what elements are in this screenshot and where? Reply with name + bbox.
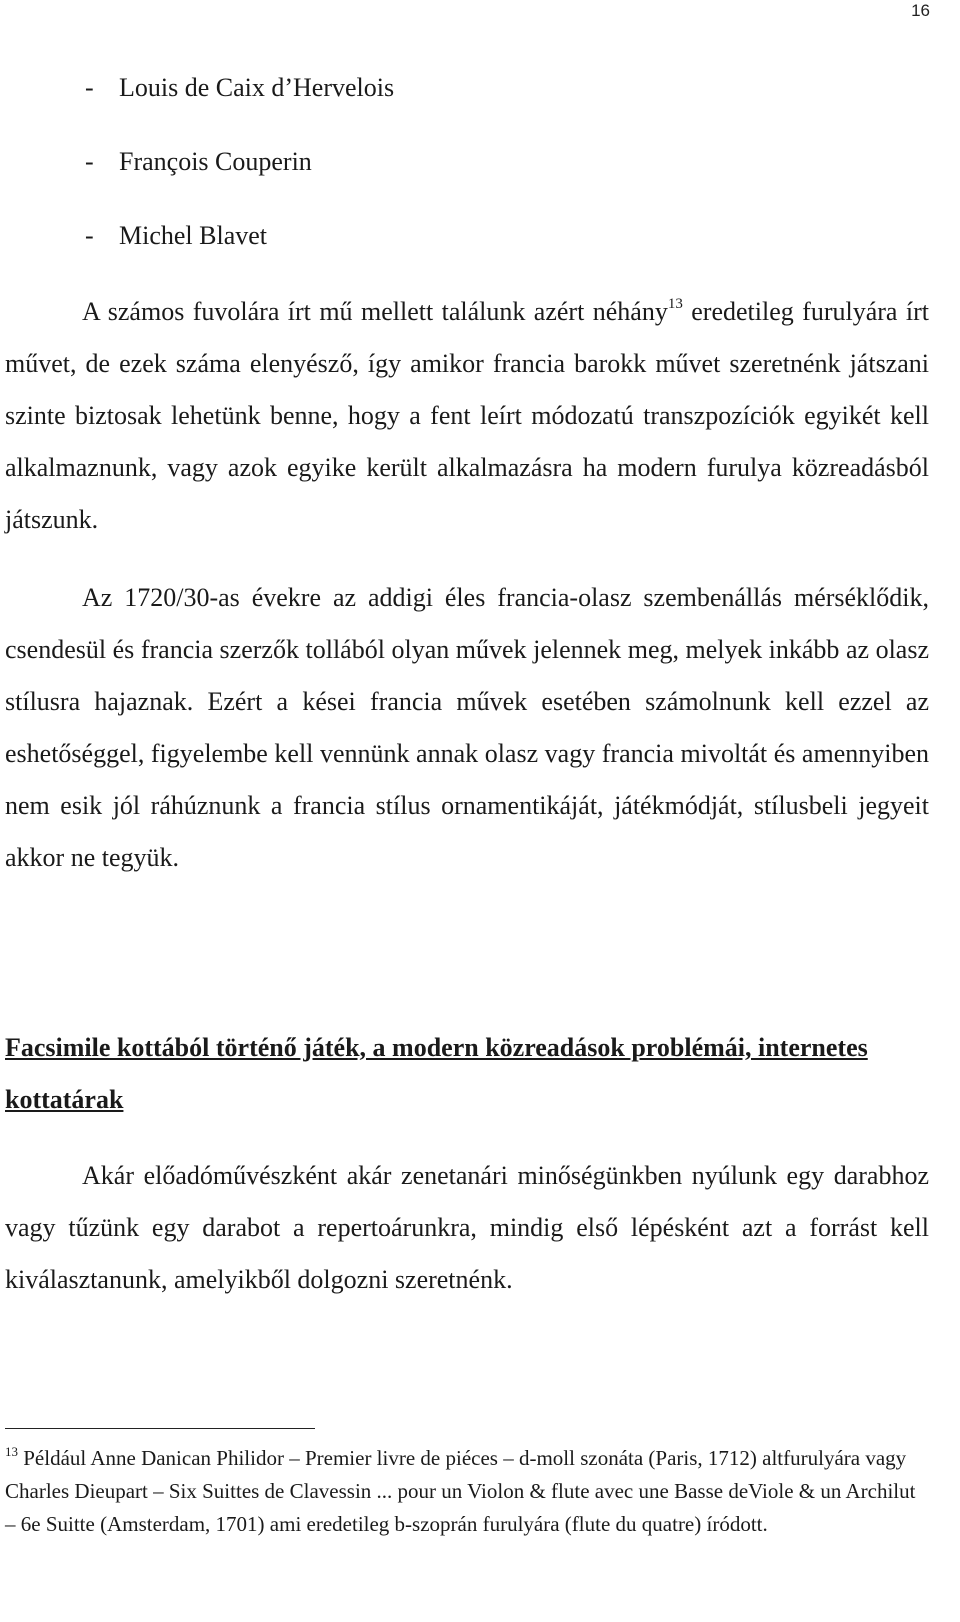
paragraph-2 [5, 572, 929, 884]
paragraph-3 [5, 1150, 929, 1306]
paragraph-text: Az 1720/30-as évekre az addigi éles francia-olasz szembenállás mérséklődik, csendesül és francia szerzők tollából olyan művek jelennek meg, melyek inkább az olasz stílusra hajaznak. Ezért a kései francia művek esetében számolnunk kell ezzel az eshetőséggel, figyelembe kell vennünk annak olasz vagy francia mivoltát és amennyiben nem esik jól ráhúznunk a francia stílus ornamentikáját, játékmódját, stílusbeli jegyeit akkor ne tegyük. [5, 583, 929, 872]
page-number: 16 [911, 1, 930, 20]
paragraph-text: eredetileg furulyára írt művet, de ezek száma elenyésző, így amikor francia barokk művet szeretnénk játszani szinte biztosak lehetünk benne, hogy a fent leírt módozatú transzpozíciók egyikét kell alkalmaznunk, vagy azok egyike került alkalmazásra ha modern furulya közreadásból játszunk. [5, 297, 929, 534]
section-heading: Facsimile kottából történő játék, a modern közreadások problémái, internetes kottatárak [5, 1033, 868, 1114]
list-item [85, 68, 394, 142]
list-item [85, 216, 394, 290]
footnote-text: Például Anne Danican Philidor – Premier livre de piéces – d-moll szonáta (Paris, 1712) altfurulyára vagy Charles Dieupart – Six Suittes de Clavessin ... pour un Violon & flute avec une Basse deViole & un Archilut – 6e Suitte (Amsterdam, 1701) ami eredetileg b-szoprán furulyára (flute du quatre) íródott. [5, 1446, 916, 1536]
footnote-separator [5, 1428, 315, 1429]
paragraph-text: Akár előadóművészként akár zenetanári minőségünkben nyúlunk egy darabhoz vagy tűzünk egy darabot a repertoárunkra, mindig első lépésként azt a forrást kell kiválasztanunk, amelyikből dolgozni szeretnénk. [5, 1161, 929, 1294]
list-bullet: - [85, 147, 94, 176]
footnote-reference: 13 [667, 296, 683, 312]
list-item [85, 142, 394, 216]
paragraph-text: A számos fuvolára írt mű mellett találunk azért néhány [82, 297, 668, 326]
footnote [5, 1442, 929, 1541]
list-item-text: Louis de Caix d’Hervelois [119, 73, 395, 102]
list-bullet: - [85, 73, 94, 102]
list-bullet: - [85, 221, 94, 250]
footnote-number: 13 [5, 1444, 18, 1459]
composer-list [85, 68, 394, 290]
list-item-text: Michel Blavet [119, 221, 268, 250]
list-item-text: François Couperin [119, 147, 312, 176]
paragraph-1 [5, 286, 929, 546]
